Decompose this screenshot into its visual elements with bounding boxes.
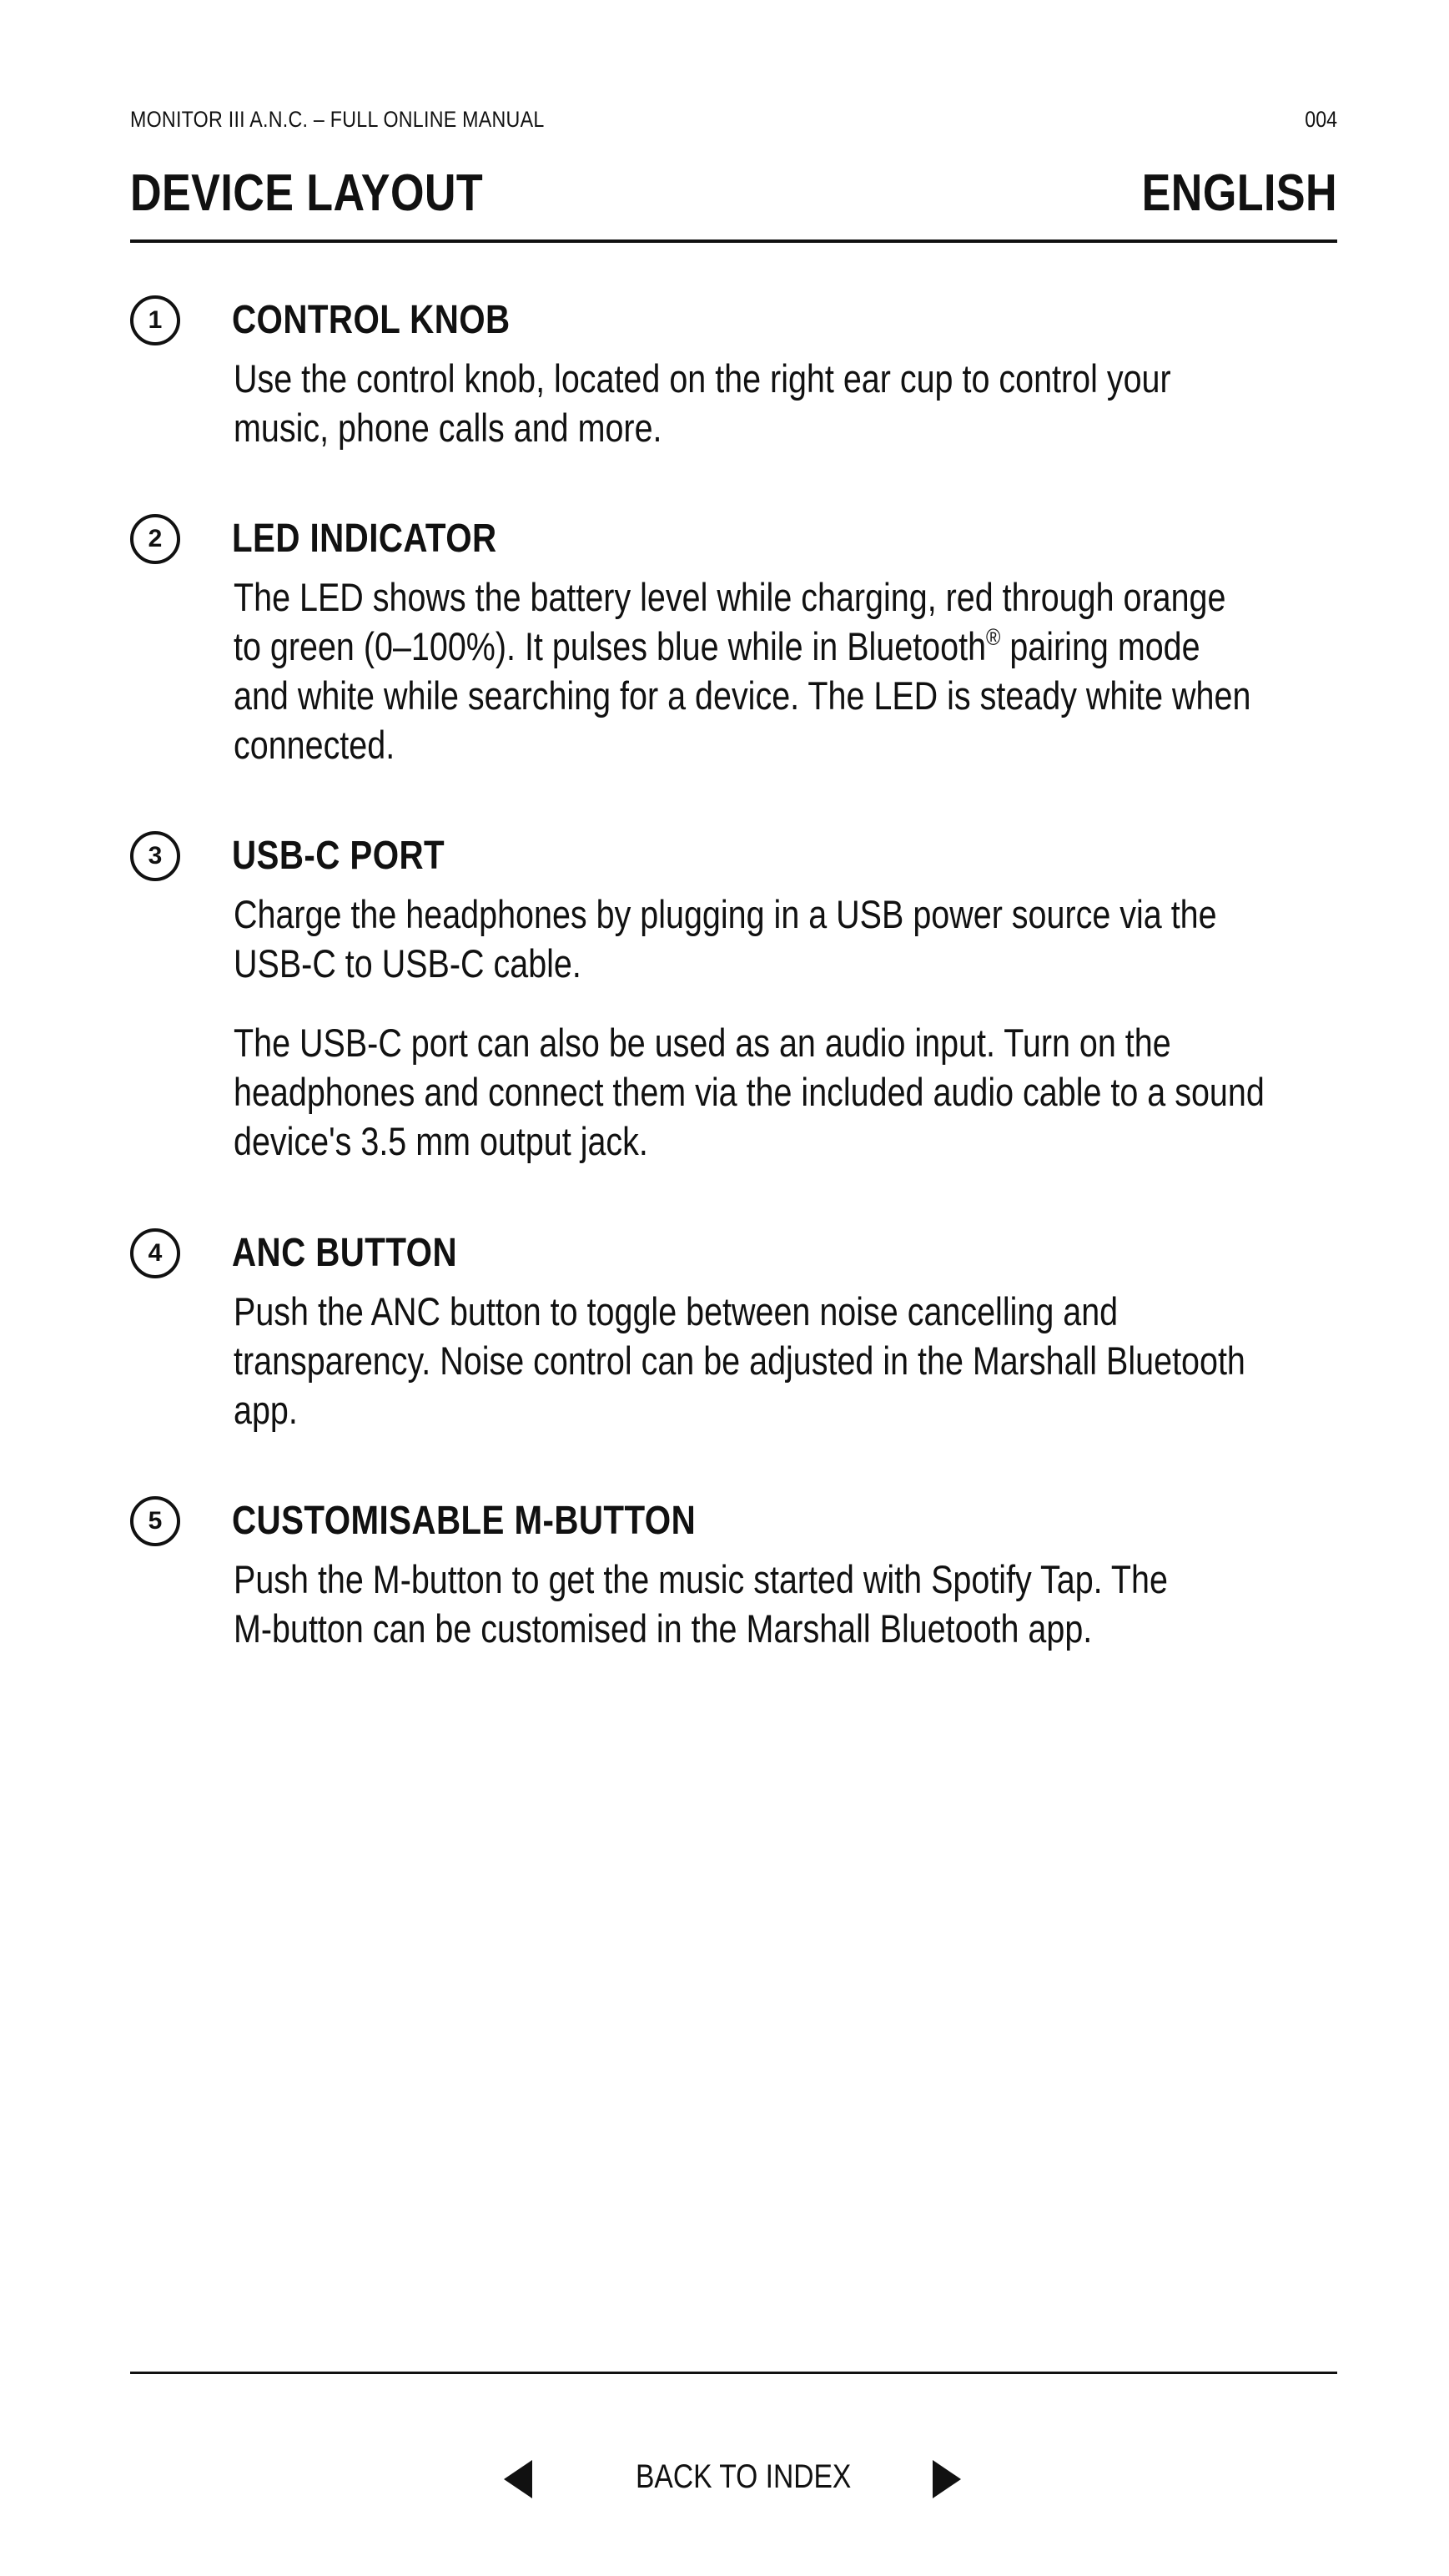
number-badge: 3 <box>130 831 180 881</box>
item-description <box>234 890 1425 1166</box>
number-badge: 2 <box>130 514 180 564</box>
text-line: device's 3.5 mm output jack. <box>234 1119 648 1163</box>
footer-divider <box>130 2372 1337 2374</box>
item-description <box>234 1287 1425 1434</box>
text-line: app. <box>234 1388 298 1432</box>
triangle-right-icon[interactable] <box>933 2460 961 2498</box>
text-line: The LED shows the battery level while charging, red through orange <box>234 575 1226 619</box>
text-line: music, phone calls and more. <box>234 406 662 450</box>
text-line: Push the ANC button to toggle between noise cancelling and <box>234 1289 1119 1333</box>
number-badge: 4 <box>130 1228 180 1278</box>
paragraph <box>234 1018 1425 1166</box>
text-line: M-button can be customised in the Marshall Bluetooth app. <box>234 1606 1093 1651</box>
triangle-left-icon[interactable] <box>504 2460 532 2498</box>
item-heading: CUSTOMISABLE M-BUTTON <box>232 1499 697 1543</box>
text-line: and white while searching for a device. The LED is steady white when <box>234 673 1251 718</box>
header-divider <box>130 239 1337 243</box>
text-line: headphones and connect them via the included audio cable to a sound <box>234 1070 1265 1114</box>
language-label: ENGLISH <box>1141 164 1337 222</box>
text-fragment: to green (0–100%). It pulses blue while in Bluetooth <box>234 624 987 668</box>
item-heading: LED INDICATOR <box>232 517 497 561</box>
item-description <box>234 1555 1425 1653</box>
paragraph <box>234 1555 1425 1653</box>
number-badge: 1 <box>130 295 180 345</box>
text-line: transparency. Noise control can be adjusted in the Marshall Bluetooth <box>234 1338 1245 1383</box>
item-description <box>234 572 1425 769</box>
registered-mark: ® <box>986 624 1001 650</box>
back-to-index-link[interactable]: BACK TO INDEX <box>636 2458 852 2495</box>
text-line: The USB-C port can also be used as an audio input. Turn on the <box>234 1021 1171 1065</box>
text-line: connected. <box>234 723 395 767</box>
page-number: 004 <box>1305 107 1337 132</box>
item-heading: CONTROL KNOB <box>232 298 511 342</box>
text-fragment: pairing mode <box>1000 624 1200 668</box>
paragraph <box>234 1287 1425 1434</box>
item-heading: USB-C PORT <box>232 834 445 878</box>
document-title: MONITOR III A.N.C. – FULL ONLINE MANUAL <box>130 107 545 132</box>
paragraph <box>234 354 1425 452</box>
text-line: Push the M-button to get the music started with Spotify Tap. The <box>234 1557 1168 1601</box>
number-badge: 5 <box>130 1496 180 1546</box>
item-heading: ANC BUTTON <box>232 1231 458 1275</box>
text-line: Charge the headphones by plugging in a USB power source via the <box>234 892 1217 936</box>
text-line: Use the control knob, located on the right ear cup to control your <box>234 356 1171 401</box>
paragraph <box>234 890 1425 988</box>
page-navigation <box>0 2453 1449 2503</box>
section-title: DEVICE LAYOUT <box>130 164 484 222</box>
text-line: USB-C to USB-C cable. <box>234 941 581 986</box>
item-description <box>234 354 1425 452</box>
paragraph <box>234 572 1425 769</box>
text-line <box>234 622 1425 671</box>
